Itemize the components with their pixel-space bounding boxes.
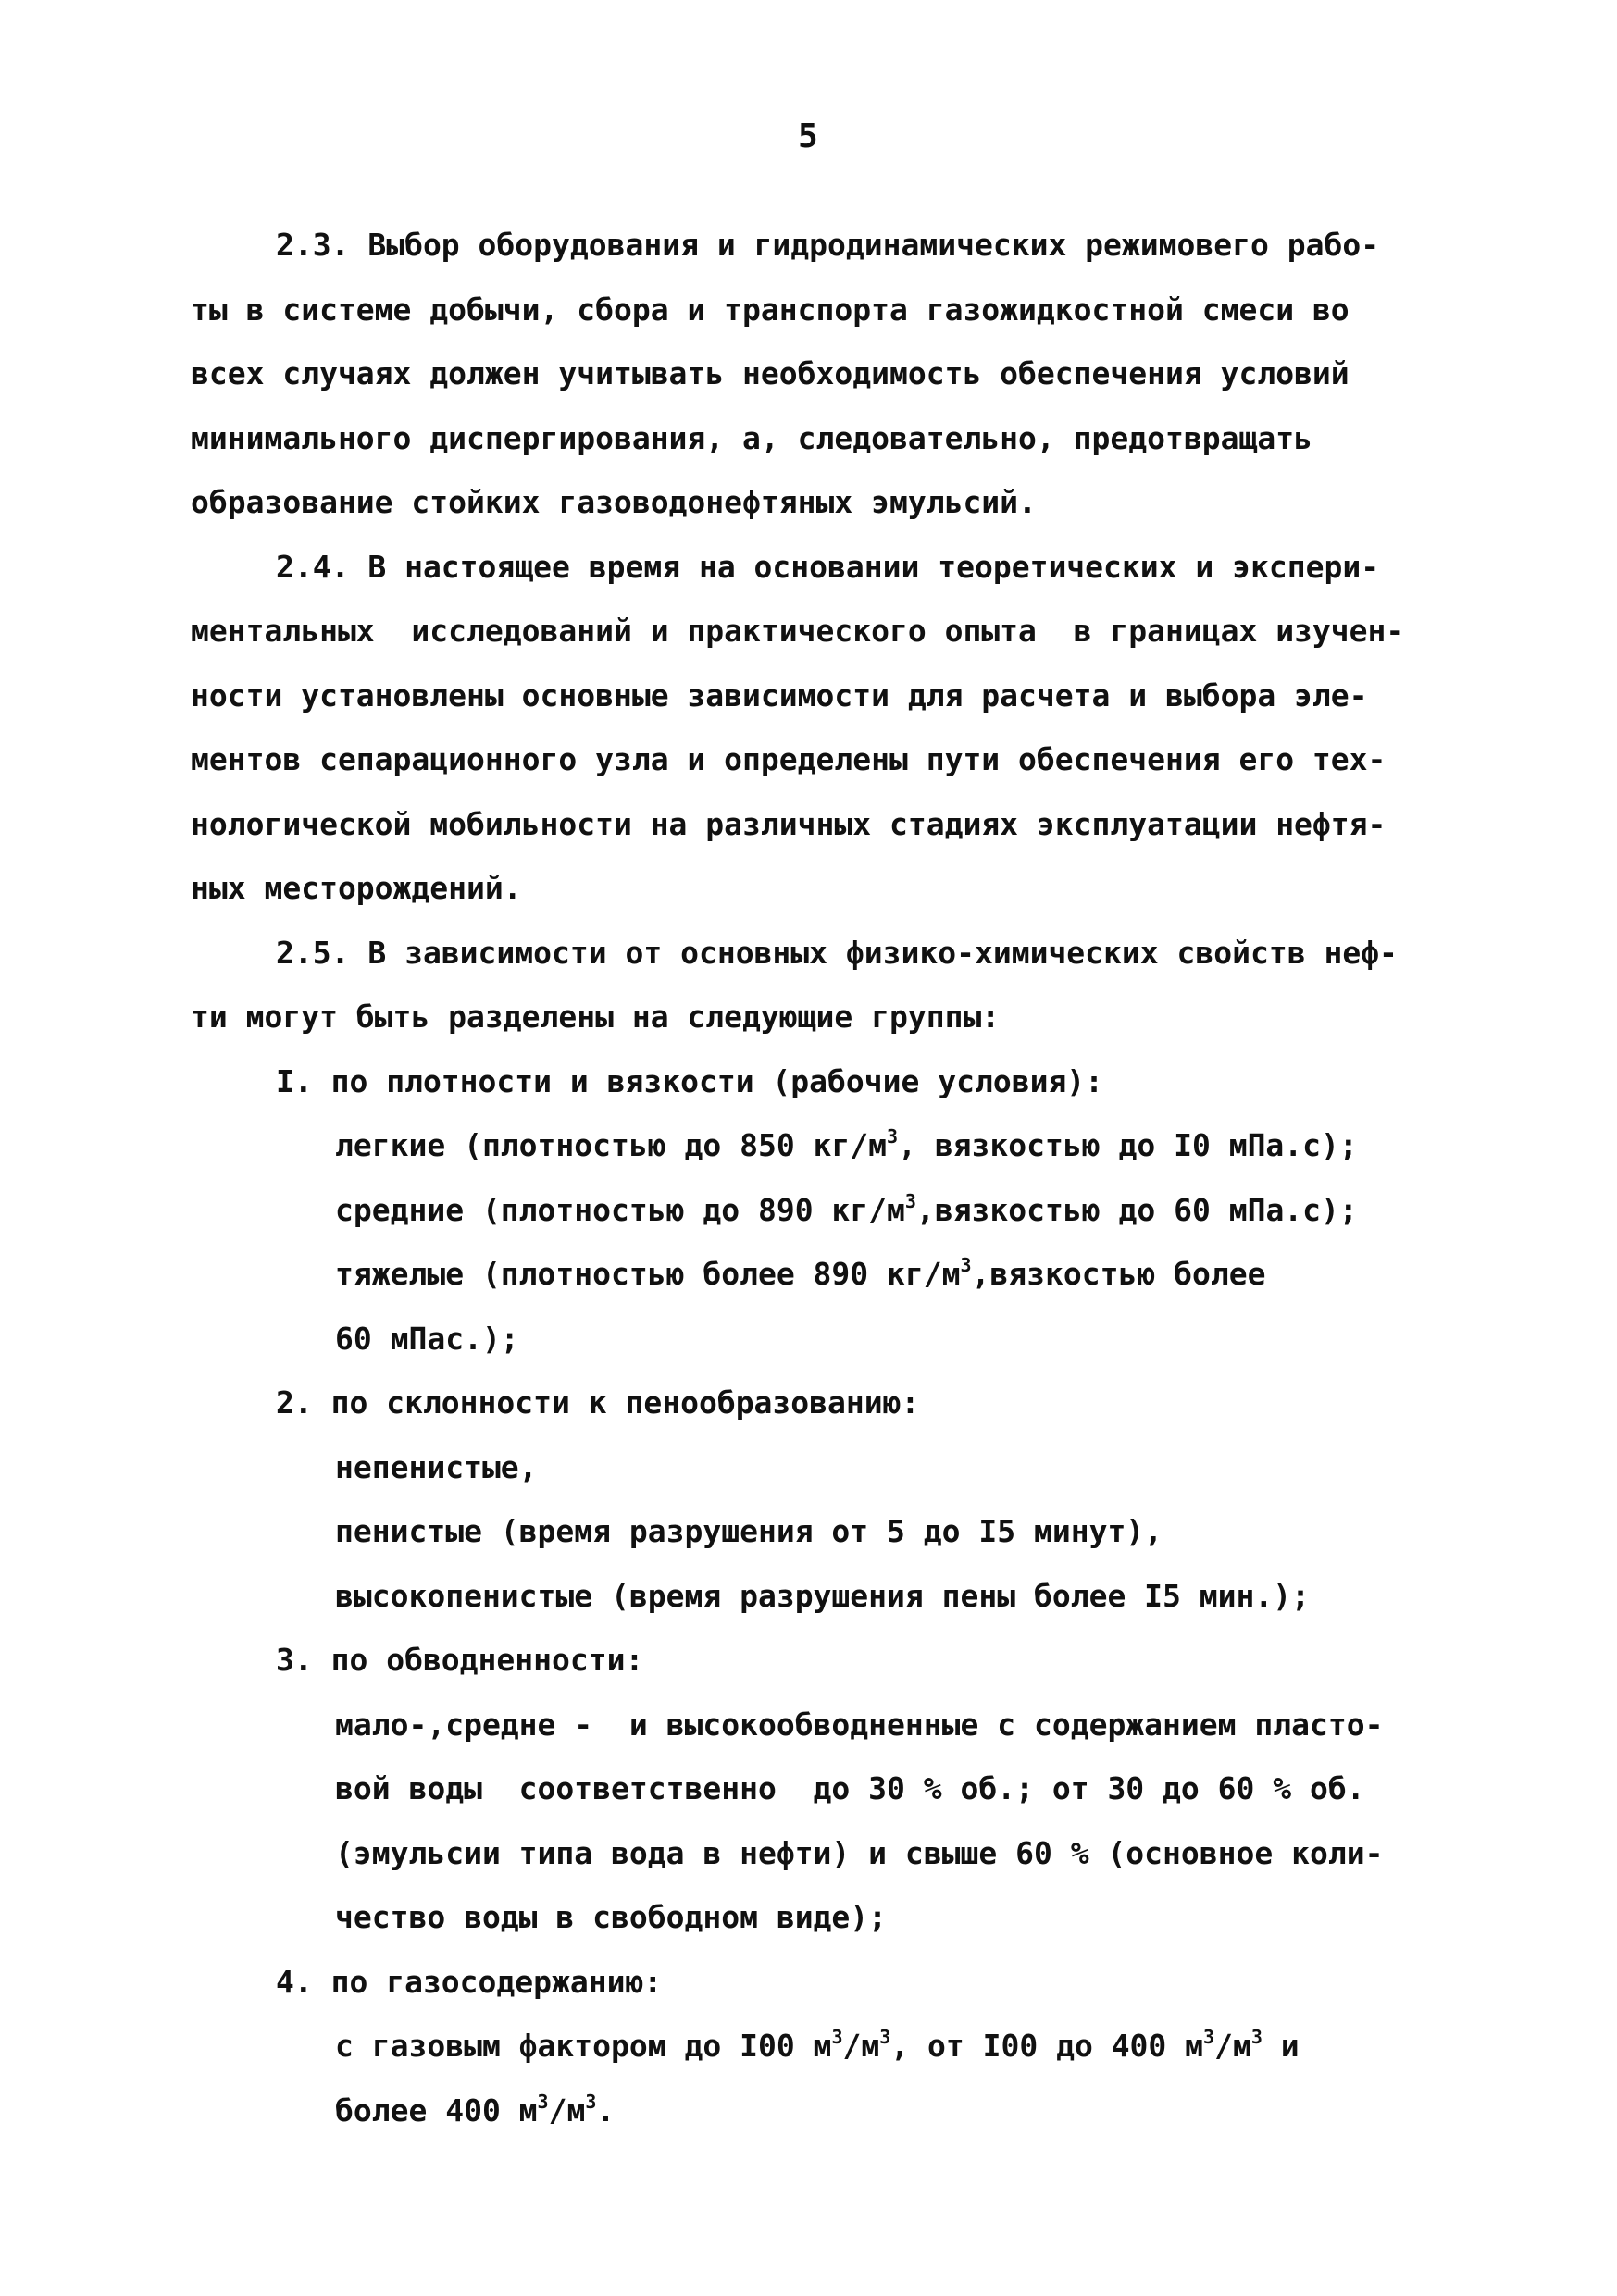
group-header: I. по плотности и вязкости (рабочие условия): (276, 1062, 1104, 1099)
group-1-density-viscosity (191, 1049, 1412, 1371)
list-item: чество воды в свободном виде); (335, 1899, 888, 1935)
group-header: 2. по склонности к пенообразованию: (276, 1384, 920, 1421)
text-segment: , вязкостью до I0 мПа.с); (898, 1127, 1358, 1163)
list-item (191, 2079, 1412, 2143)
list-item (191, 2014, 1412, 2079)
text-segment: и (1262, 2028, 1300, 2064)
section-2-5 (191, 921, 1412, 1049)
text-segment: ,вязкостью более (971, 1256, 1266, 1292)
superscript: 3 (585, 2090, 597, 2113)
group-3-water-cut (191, 1628, 1412, 1950)
text-segment: , от I00 до 400 м (890, 2028, 1204, 2064)
paragraph-line: 2.5. В зависимости от основных физико-химических свойств неф- (276, 934, 1398, 971)
superscript: 3 (887, 1125, 899, 1148)
list-item (191, 1113, 1412, 1178)
paragraph-line: ментов сепарационного узла и определены пути обеспечения его тех- (191, 741, 1387, 777)
text-segment: с газовым фактором до I00 м (335, 2028, 832, 2064)
superscript: 3 (1250, 2026, 1263, 2048)
list-item (191, 1178, 1412, 1243)
list-item: (эмульсии типа вода в нефти) и свыше 60 % (основное коли- (335, 1834, 1384, 1871)
superscript: 3 (831, 2026, 843, 2048)
text-segment: легкие (плотностью до 850 кг/м (335, 1127, 888, 1163)
section-2-3 (191, 213, 1412, 535)
text-segment: . (596, 2091, 616, 2128)
paragraph-line: ти могут быть разделены на следующие группы: (191, 999, 1001, 1035)
text-segment: ,вязкостью до 60 мПа.с); (915, 1191, 1358, 1228)
superscript: 3 (904, 1189, 916, 1212)
paragraph-line: образование стойких газоводонефтяных эмульсий. (191, 484, 1037, 520)
text-segment: /м (548, 2091, 586, 2128)
document-body (191, 213, 1412, 2142)
text-segment: тяжелые (плотностью более 890 кг/м (335, 1256, 961, 1292)
paragraph-line: ности установлены основные зависимости для расчета и выбора эле- (191, 676, 1368, 714)
paragraph-line: минимального диспергирования, а, следовательно, предотвращать (191, 419, 1312, 456)
paragraph-line: ных месторождений. (191, 870, 522, 906)
group-4-gas-content (191, 1950, 1412, 2143)
section-2-4 (191, 535, 1412, 921)
paragraph-line: всех случаях должен учитывать необходимость обеспечения условий (191, 355, 1350, 391)
superscript: 3 (537, 2090, 549, 2113)
paragraph-line: 2.3. Выбор оборудования и гидродинамических режимовего рабо- (276, 227, 1380, 263)
list-item: мало-,средне - и высокообводненные с содержанием пласто- (335, 1706, 1384, 1743)
paragraph-line: ты в системе добычи, сбора и транспорта газожидкостной смеси во (191, 291, 1350, 328)
list-item: вой воды соответственно до 30 % об.; от 30 до 60 % об. (335, 1770, 1365, 1806)
text-segment: средние (плотностью до 890 кг/м (335, 1191, 905, 1228)
list-item: 60 мПас.); (335, 1320, 519, 1357)
group-2-foaming (191, 1371, 1412, 1628)
text-segment: более 400 м (335, 2091, 538, 2128)
group-header: 3. по обводненности: (276, 1642, 644, 1678)
superscript: 3 (1203, 2026, 1215, 2048)
superscript: 3 (879, 2026, 891, 2048)
list-item: пенистые (время разрушения от 5 до I5 минут), (335, 1513, 1163, 1549)
paragraph-line: нологической мобильности на различных стадиях эксплуатации нефтя- (191, 805, 1387, 842)
paragraph-line: 2.4. В настоящее время на основании теоретических и экспери- (276, 548, 1380, 585)
text-segment: /м (1214, 2028, 1251, 2064)
paragraph-line: ментальных исследований и практического опыта в границах изучен- (191, 613, 1405, 649)
page-number: 5 (798, 118, 818, 155)
list-item: высокопенистые (время разрушения пены более I5 мин.); (335, 1577, 1310, 1614)
superscript: 3 (960, 1254, 972, 1276)
list-item (191, 1242, 1412, 1307)
group-header: 4. по газосодержанию: (276, 1963, 663, 2000)
text-segment: /м (842, 2028, 880, 2064)
list-item: непенистые, (335, 1448, 538, 1485)
